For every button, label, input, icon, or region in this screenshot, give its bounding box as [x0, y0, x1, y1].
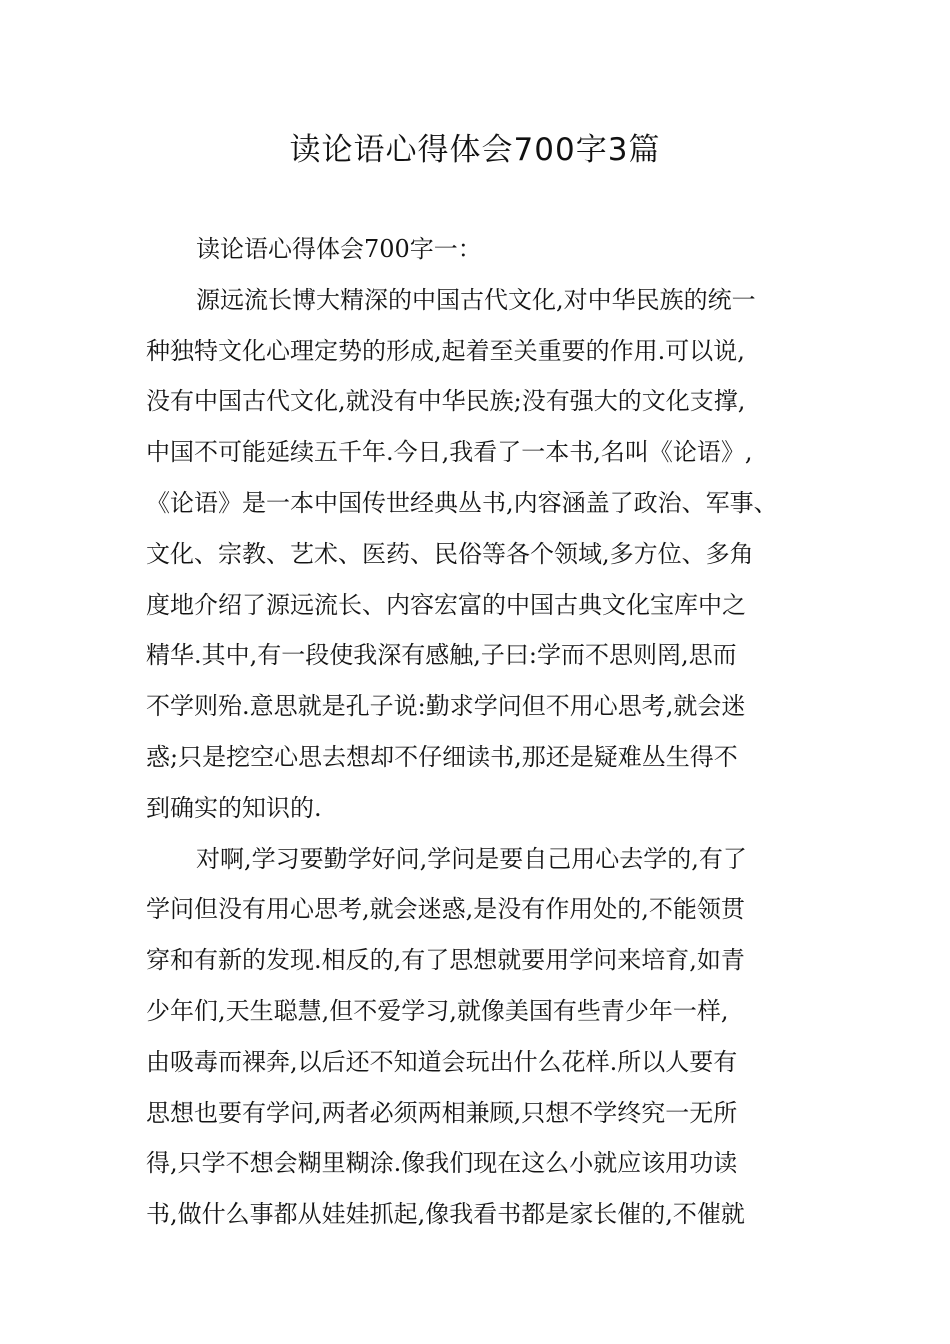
paragraph-line: 《论语》是一本中国传世经典丛书,内容涵盖了政治、军事、: [146, 488, 778, 517]
paragraph-line: 由吸毒而裸奔,以后还不知道会玩出什么花样.所以人要有: [146, 1047, 738, 1076]
paragraph-line: 文化、宗教、艺术、医药、民俗等各个领域,多方位、多角: [146, 539, 754, 568]
paragraph-line: 度地介绍了源远流长、内容宏富的中国古典文化宝库中之: [146, 590, 746, 619]
paragraph-line: 中国不可能延续五千年.今日,我看了一本书,名叫《论语》,: [146, 438, 753, 467]
paragraph-line: 惑;只是挖空心思去想却不仔细读书,那还是疑难丛生得不: [146, 742, 738, 771]
paragraph-line: 书,做什么事都从娃娃抓起,像我看书都是家长催的,不催就: [146, 1200, 745, 1229]
paragraph-line: 得,只学不想会糊里糊涂.像我们现在这么小就应该用功读: [146, 1149, 738, 1178]
section-heading: 读论语心得体会700字一：: [196, 235, 482, 263]
paragraph-line: 学问但没有用心思考,就会迷惑,是没有作用处的,不能领贯: [146, 895, 745, 924]
paragraph-line: 穿和有新的发现.相反的,有了思想就要用学问来培育,如青: [146, 946, 745, 975]
paragraph-line: 对啊,学习要勤学好问,学问是要自己用心去学的,有了: [196, 844, 747, 873]
paragraph-line: 源远流长博大精深的中国古代文化,对中华民族的统一: [196, 285, 756, 314]
paragraph-line: 到确实的知识的.: [146, 793, 322, 822]
paragraph-line: 不学则殆.意思就是孔子说:勤求学问但不用心思考,就会迷: [146, 692, 746, 721]
paragraph-line: 种独特文化心理定势的形成,起着至关重要的作用.可以说,: [146, 336, 745, 365]
paragraph-line: 没有中国古代文化,就没有中华民族;没有强大的文化支撑,: [146, 387, 746, 416]
paragraph-line: 精华.其中,有一段使我深有感触,子曰:学而不思则罔,思而: [146, 641, 737, 670]
paragraph-line: 思想也要有学问,两者必须两相兼顾,只想不学终究一无所: [146, 1098, 738, 1127]
paragraph-line: 少年们,天生聪慧,但不爱学习,就像美国有些青少年一样,: [146, 996, 729, 1025]
document-body: [146, 224, 826, 1240]
document-title: 读论语心得体会700字3篇: [289, 132, 661, 168]
